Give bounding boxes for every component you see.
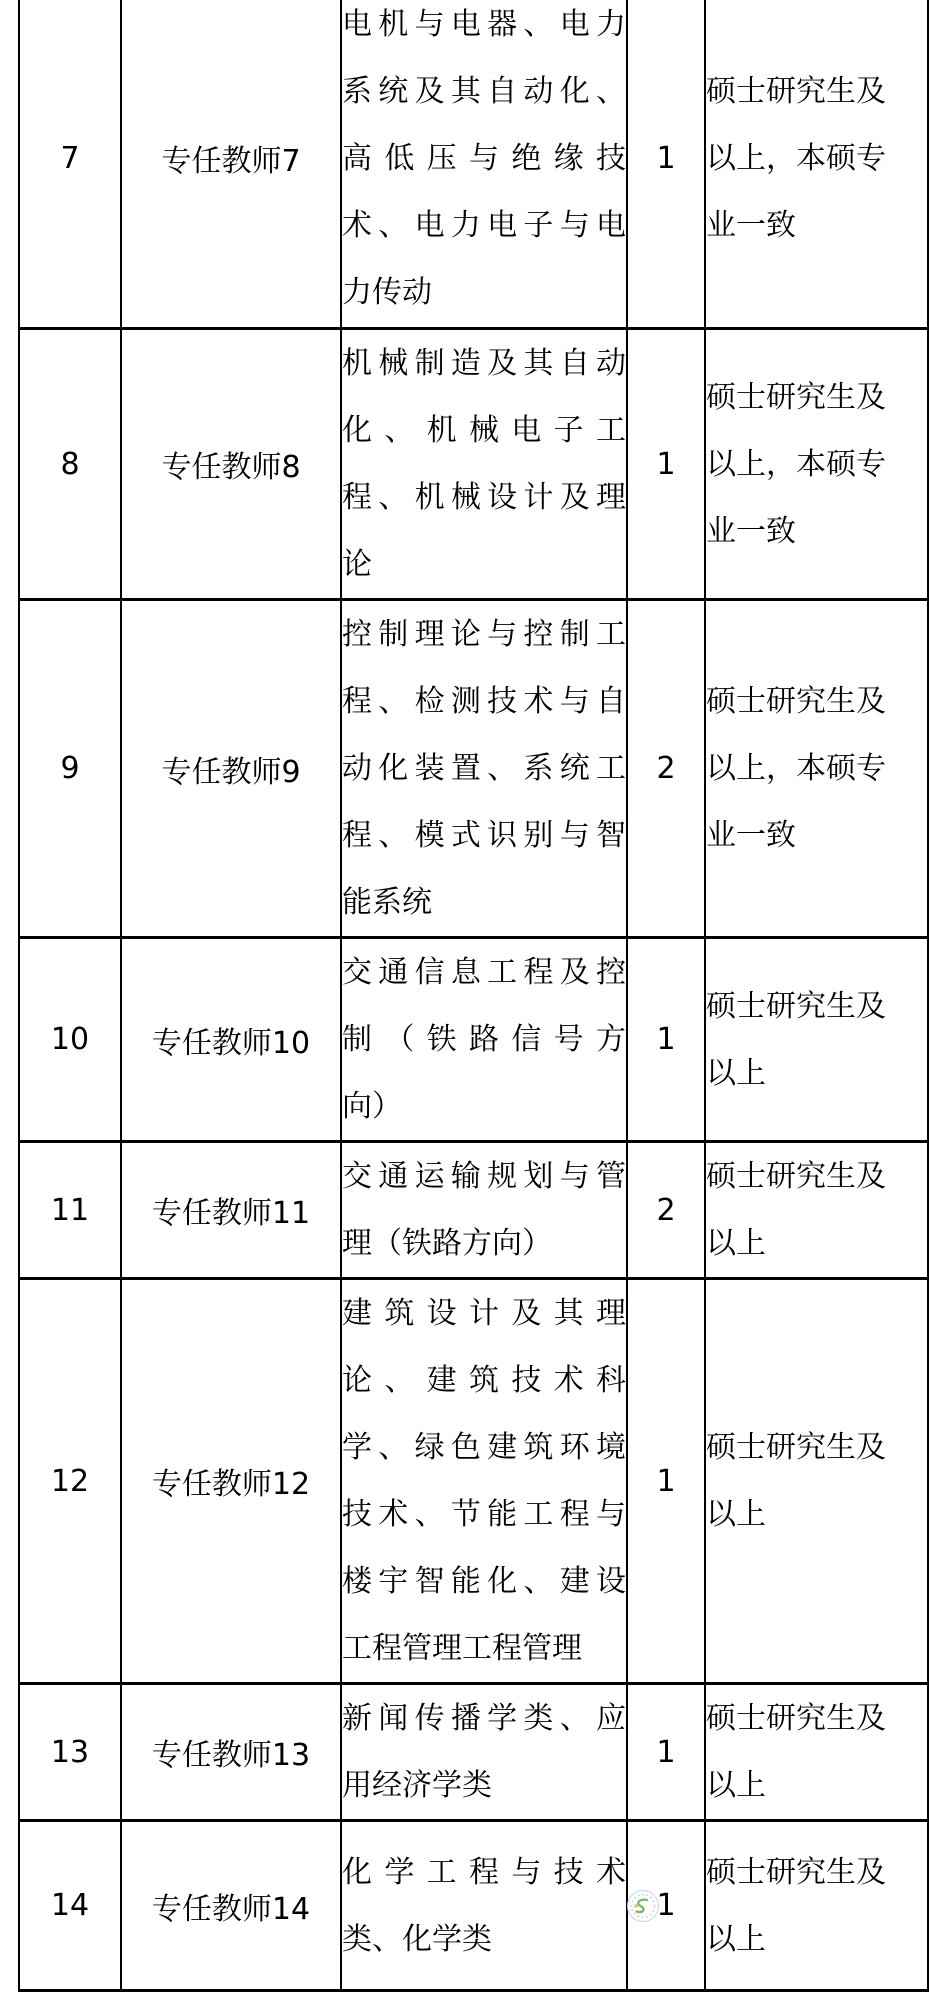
major-line: 论、建筑技术科 [342, 1363, 626, 1398]
education-line: 业一致 [706, 513, 796, 549]
cell-count: 1 [627, 938, 705, 1142]
cell-index: 8 [19, 329, 121, 600]
education-line: 硕士研究生及 [706, 379, 886, 415]
education-line: 以上 [706, 1497, 766, 1532]
education-line: 硕士研究生及 [706, 1159, 886, 1194]
table-row [19, 329, 928, 600]
education-line: 硕士研究生及 [706, 1701, 886, 1736]
cell-education [705, 0, 928, 329]
cell-index: 9 [19, 600, 121, 938]
major-line: 论 [342, 547, 372, 582]
table-row [19, 1279, 928, 1684]
education-line: 硕士研究生及 [706, 684, 886, 719]
major-line: 系统及其自动化、 [342, 73, 626, 109]
major-line: 技术、节能工程与 [342, 1497, 626, 1532]
major-line: 新闻传播学类、应 [342, 1701, 626, 1736]
cell-count: 1 [627, 0, 705, 329]
cell-index: 14 [19, 1821, 121, 1991]
cell-position: 专任教师11 [121, 1142, 341, 1279]
recruitment-table [18, 0, 929, 1992]
table-body [19, 0, 928, 1991]
cell-index: 13 [19, 1684, 121, 1821]
cell-major [341, 1142, 627, 1279]
major-line: 程、检测技术与自 [342, 684, 626, 719]
cell-education [705, 1279, 928, 1684]
cell-count: 1 [627, 1684, 705, 1821]
cell-education [705, 600, 928, 938]
education-line: 硕士研究生及 [706, 1854, 886, 1890]
major-line: 程、机械设计及理 [342, 480, 626, 515]
major-line: 控制理论与控制工 [342, 617, 626, 652]
major-line: 化、机械电子工 [342, 413, 626, 448]
major-line: 术、电力电子与电 [342, 207, 626, 243]
cell-position: 专任教师13 [121, 1684, 341, 1821]
table-row [19, 1142, 928, 1279]
education-line: 以上，本硕专 [706, 140, 886, 176]
education-line: 以上 [706, 1768, 766, 1803]
table-row [19, 938, 928, 1142]
major-line: 向） [342, 1089, 402, 1124]
cell-major [341, 1821, 627, 1991]
table-row [19, 1684, 928, 1821]
cell-count: 1 [627, 1279, 705, 1684]
education-line: 以上 [706, 1921, 766, 1957]
table-row [19, 1821, 928, 1991]
cell-education [705, 1142, 928, 1279]
education-line: 业一致 [706, 207, 796, 243]
major-line: 制（铁路信号方 [342, 1022, 626, 1057]
major-line: 用经济学类 [342, 1768, 492, 1803]
major-line: 交通信息工程及控 [342, 955, 626, 990]
education-line: 业一致 [706, 818, 796, 853]
cell-count: 2 [627, 600, 705, 938]
major-line: 理（铁路方向） [342, 1226, 552, 1261]
cell-position: 专任教师9 [121, 600, 341, 938]
education-line: 以上，本硕专 [706, 446, 886, 482]
cell-major [341, 938, 627, 1142]
education-line: 以上 [706, 1226, 766, 1261]
cell-major [341, 329, 627, 600]
major-line: 交通运输规划与管 [342, 1159, 626, 1194]
table-row [19, 0, 928, 329]
cell-major [341, 0, 627, 329]
cell-count: 2 [627, 1142, 705, 1279]
major-line: 学、绿色建筑环境 [342, 1430, 626, 1465]
education-line: 以上，本硕专 [706, 751, 886, 786]
major-line: 高低压与绝缘技 [342, 140, 626, 176]
education-line: 硕士研究生及 [706, 73, 886, 109]
cell-count: 1 [627, 329, 705, 600]
cell-education [705, 938, 928, 1142]
major-line: 楼宇智能化、建设 [342, 1564, 626, 1599]
major-line: 机械制造及其自动 [342, 346, 626, 381]
major-line: 类、化学类 [342, 1921, 492, 1957]
major-line: 工程管理工程管理 [342, 1631, 582, 1666]
education-line: 硕士研究生及 [706, 1430, 886, 1465]
cell-position: 专任教师12 [121, 1279, 341, 1684]
table-row [19, 600, 928, 938]
cell-position: 专任教师14 [121, 1821, 341, 1991]
cell-position: 专任教师7 [121, 0, 341, 329]
major-line: 动化装置、系统工 [342, 751, 626, 786]
education-line: 以上 [706, 1055, 766, 1091]
education-line: 硕士研究生及 [706, 988, 886, 1024]
cell-index: 10 [19, 938, 121, 1142]
cell-index: 7 [19, 0, 121, 329]
major-line: 建筑设计及其理 [342, 1296, 626, 1331]
major-line: 能系统 [342, 885, 432, 920]
major-line: 化学工程与技术 [342, 1854, 626, 1890]
major-line: 电机与电器、电力 [342, 6, 626, 42]
major-line: 力传动 [342, 274, 432, 310]
cell-education [705, 1821, 928, 1991]
cell-major [341, 1684, 627, 1821]
cell-position: 专任教师10 [121, 938, 341, 1142]
cell-education [705, 329, 928, 600]
cell-position: 专任教师8 [121, 329, 341, 600]
cell-education [705, 1684, 928, 1821]
cell-major [341, 600, 627, 938]
cell-major [341, 1279, 627, 1684]
cell-index: 11 [19, 1142, 121, 1279]
major-line: 程、模式识别与智 [342, 818, 626, 853]
cell-count: 1 [627, 1821, 705, 1991]
cell-index: 12 [19, 1279, 121, 1684]
